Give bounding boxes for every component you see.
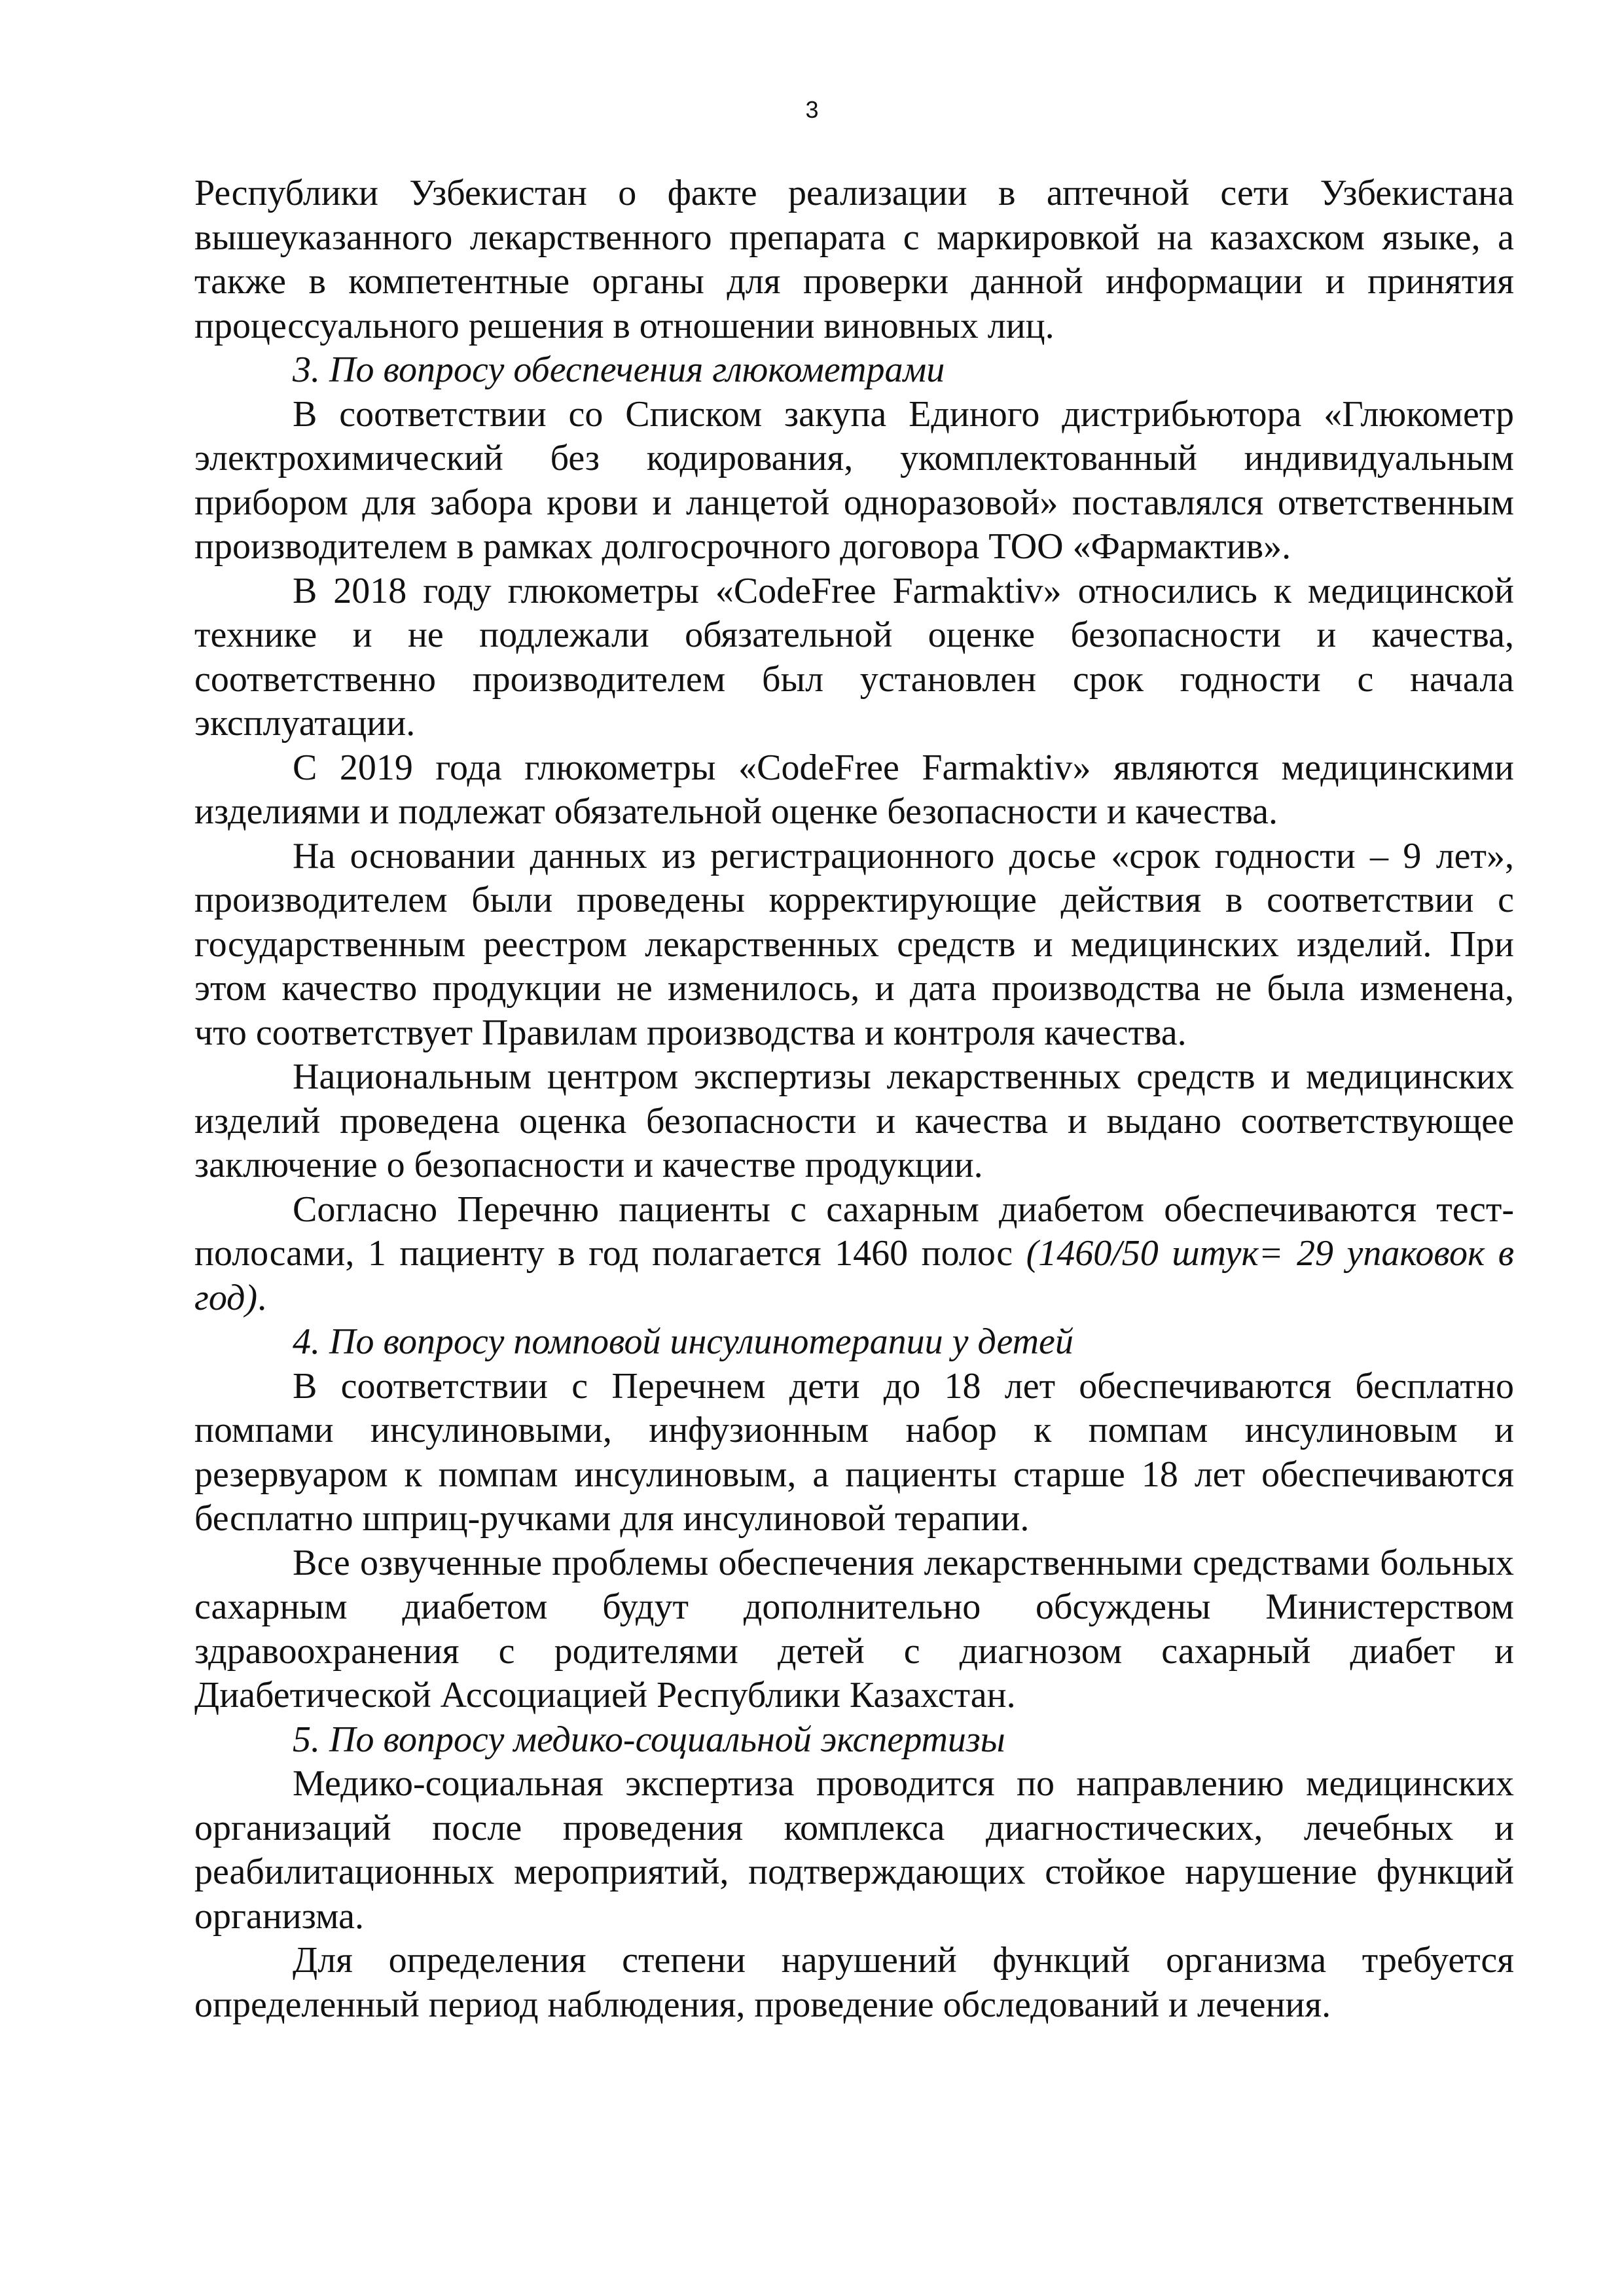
paragraph: Для определения степени нарушений функций организма требуется определенный период наблюдения, проведение обследований и лечения. xyxy=(194,1940,1514,2025)
paragraph-italic-note: (1460/50 штук= 29 упаковок в год) xyxy=(194,1233,1514,1318)
section-heading-insulin-pumps: 4. По вопросу помповой инсулинотерапии у детей xyxy=(293,1321,1074,1362)
paragraph: Национальным центром экспертизы лекарственных средств и медицинских изделий проведена оценка безопасности и качества и выдано соответствующее заключение о безопасности и качестве продукции. xyxy=(194,1056,1514,1185)
paragraph: На основании данных из регистрационного досье «срок годности – 9 лет», производителем были проведены корректирующие действия в соответствии с государственным реестром лекарственных средств и медицинских изделий. При этом качество продукции не изменилось, и дата производства не была изменена, что соответствует Правилам производства и контроля качества. xyxy=(194,835,1514,1053)
paragraph: Все озвученные проблемы обеспечения лекарственными средствами больных сахарным диабетом будут дополнительно обсуждены Министерством здравоохранения с родителями детей с диагнозом сахарный диабет и Диабетической Ассоциацией Республики Казахстан. xyxy=(194,1542,1514,1715)
section-heading-medical-social-expertise: 5. По вопросу медико-социальной экспертизы xyxy=(293,1719,1005,1760)
section-heading-glucometers: 3. По вопросу обеспечения глюкометрами xyxy=(293,350,945,390)
page-number: 3 xyxy=(805,96,819,123)
paragraph-text: Согласно Перечню пациенты с сахарным диабетом обеспечиваются тест-полосами, 1 пациенту в год полагается 1460 полос xyxy=(194,1189,1514,1274)
paragraph-test-strips xyxy=(194,1188,1514,1321)
document-body xyxy=(194,171,1514,2027)
paragraph: В соответствии с Перечнем дети до 18 лет обеспечиваются бесплатно помпами инсулиновыми, инфузионным набор к помпам инсулиновым и резервуаром к помпам инсулиновым, а пациенты старше 18 лет обеспечиваются бесплатно шприц-ручками для инсулиновой терапии. xyxy=(194,1365,1514,1539)
paragraph: Медико-социальная экспертиза проводится по направлению медицинских организаций после проведения комплекса диагностических, лечебных и реабилитационных мероприятий, подтверждающих стойкое нарушение функций организма. xyxy=(194,1763,1514,1937)
paragraph: С 2019 года глюкометры «CodeFree Farmaktiv» являются медицинскими изделиями и подлежат обязательной оценке безопасности и качества. xyxy=(194,747,1514,832)
paragraph-continuation: Республики Узбекистан о факте реализации в аптечной сети Узбекистана вышеуказанного лекарственного препарата с маркировкой на казахском языке, а также в компетентные органы для проверки данной информации и принятия процессуального решения в отношении виновных лиц. xyxy=(194,173,1514,346)
paragraph-tail: . xyxy=(257,1277,267,1318)
paragraph: В 2018 году глюкометры «CodeFree Farmaktiv» относились к медицинской технике и не подлежали обязательной оценке безопасности и качества, соответственно производителем был установлен срок годности с начала эксплуатации. xyxy=(194,570,1514,744)
paragraph: В соответствии со Списком закупа Единого дистрибьютора «Глюкометр электрохимический без кодирования, укомплектованный индивидуальным прибором для забора крови и ланцетой одноразовой» поставлялся ответственным производителем в рамках долгосрочного договора ТОО «Фармактив». xyxy=(194,393,1514,567)
